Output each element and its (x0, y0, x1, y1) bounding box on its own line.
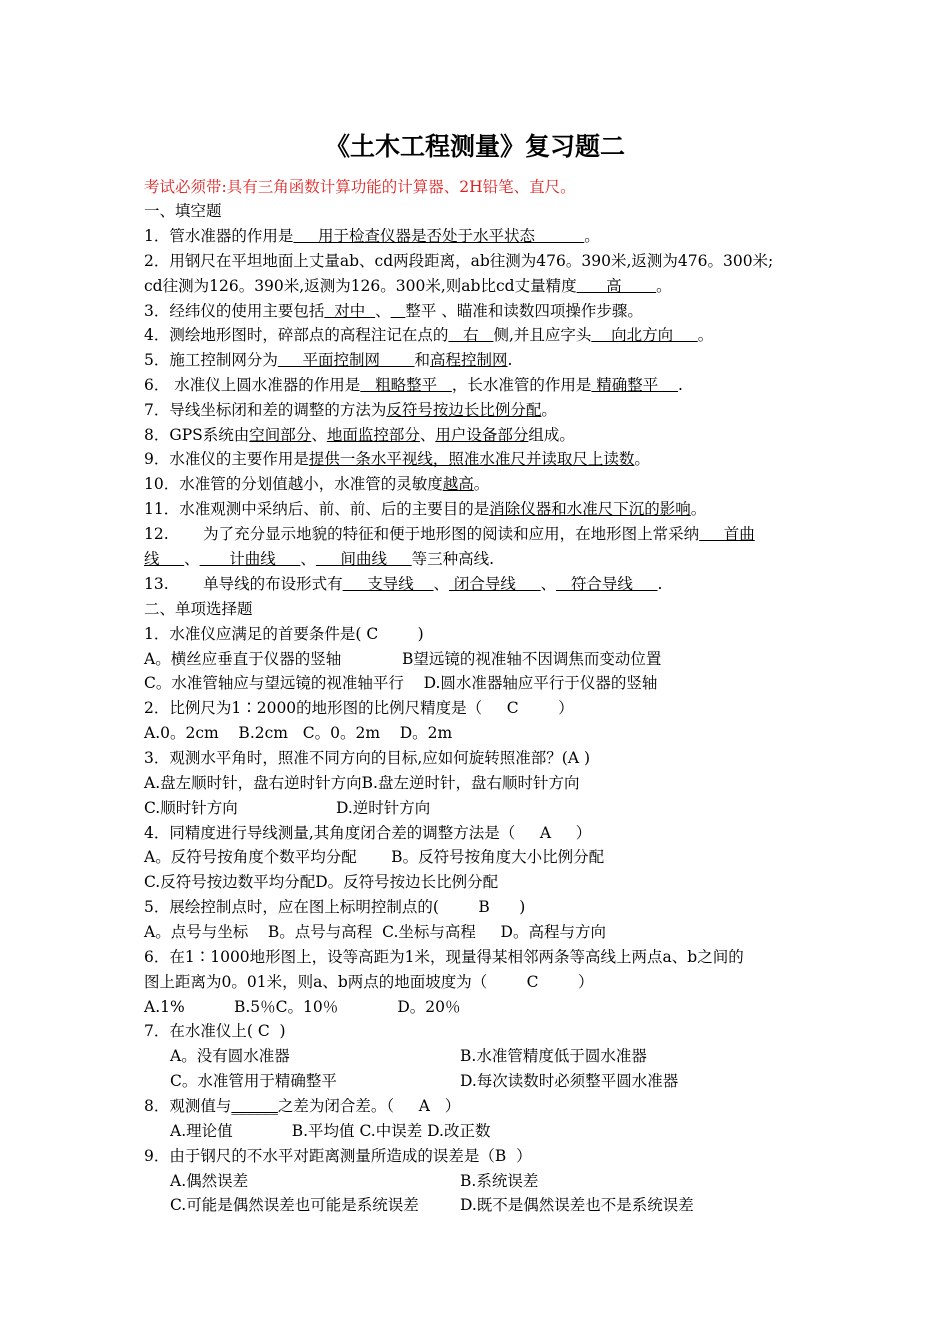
answer-blank: 提供一条水平视线，照准水准尺并读取尺上读数 (308, 450, 635, 468)
choice-question-7-options-ab: A。没有圆水准器 B.水准管精度低于圆水准器 (170, 1047, 647, 1065)
fill-question-5: 5．施工控制网分为 平面控制网 和高程控制网. (144, 351, 513, 369)
answer-blank: 首曲 (699, 525, 755, 543)
choice-question-1: 1．水准仪应满足的首要条件是( C ) (144, 625, 424, 643)
choice-question-9-options-cd: C.可能是偶然误差也可能是系统误差 D.既不是偶然误差也不是系统误差 (170, 1196, 694, 1214)
answer-blank: 平面控制网 (277, 351, 415, 369)
fill-question-8: 8．GPS系统由空间部分、地面监控部分、用户设备部分组成。 (144, 426, 575, 444)
answer-blank: 粗略整平 (360, 376, 452, 394)
fill-question-13: 13. 单导线的布设形式有 支导线 、 闭合导线 、 符合导线 . (144, 575, 663, 593)
answer-blank: 精确整平 (591, 376, 679, 394)
answer-blank: 高 (576, 277, 657, 295)
document-title: 《土木工程测量》复习题二 (324, 132, 625, 161)
answer-blank: 地面监控部分 (326, 426, 420, 444)
answer-blank: 支导线 (342, 575, 434, 593)
fill-question-10: 10．水准管的分划值越小，水准管的灵敏度越高。 (144, 475, 490, 493)
answer-blank (391, 302, 406, 320)
choice-question-8-options: A.理论值 B.平均值 C.中误差 D.改正数 (170, 1122, 491, 1140)
choice-question-6: 6．在1∶1000地形图上，设等高距为1米，现量得某相邻两条等高线上两点a、b之间的 (144, 948, 744, 966)
answer-blank: 间曲线 (315, 550, 412, 568)
answer-blank: 右 (448, 326, 494, 344)
answer-blank: 向北方向 (591, 326, 698, 344)
fill-question-11: 11．水准观测中采纳后、前、前、后的主要目的是消除仪器和水准尺下沉的影响。 (144, 500, 707, 518)
answer-blank: ______ (231, 1097, 278, 1115)
answer-blank: 符合导线 (556, 575, 658, 593)
fill-question-12-cont: 线 、 计曲线 、 间曲线 等三种高线. (144, 550, 495, 568)
choice-question-1-options: A。横丝应垂直于仪器的竖轴 B望远镜的视准轴不因调焦而变动位置 (144, 650, 662, 668)
fill-question-7: 7．导线坐标闭和差的调整的方法为反符号按边长比例分配。 (144, 401, 557, 419)
fill-question-1: 1．管水准器的作用是 用于检查仪器是否处于水平状态 。 (144, 227, 600, 245)
fill-question-4: 4．测绘地形图时，碎部点的高程注记在点的 右 侧,并且应字头 向北方向 。 (144, 326, 714, 344)
fill-question-9: 9．水准仪的主要作用是提供一条水平视线，照准水准尺并读取尺上读数。 (144, 450, 650, 468)
choice-question-3: 3．观测水平角时，照准不同方向的目标,应如何旋转照准部？(A ) (144, 749, 591, 767)
choice-question-5-options: A。点号与坐标 B。点号与高程 C.坐标与高程 D。高程与方向 (144, 923, 606, 941)
choice-question-7-options-cd: C。水准管用于精确整平 D.每次读数时必须整平圆水准器 (170, 1072, 679, 1090)
choice-question-8: 8．观测值与______之差为闭合差。（ A ） (144, 1097, 461, 1115)
choice-question-5: 5．展绘控制点时，应在图上标明控制点的( B ) (144, 898, 526, 916)
choice-question-2: 2．比例尺为1∶2000的地形图的比例尺精度是（ C ） (144, 699, 574, 717)
choice-question-9-options-ab: A.偶然误差 B.系统误差 (170, 1172, 539, 1190)
fill-question-3: 3．经纬仪的使用主要包括 对中 、 整平 、瞄准和读数四项操作步骤。 (144, 302, 643, 320)
choice-question-6-options: A.1% B.5％C。10％ D。20％ (144, 998, 461, 1016)
answer-blank: 空间部分 (249, 426, 312, 444)
answer-blank: 闭合导线 (449, 575, 541, 593)
fill-question-2-cont: cd往测为126。390米,返测为126。300米,则ab比cd丈量精度 高 。 (144, 277, 672, 295)
exam-notice: 考试必须带:具有三角函数计算功能的计算器、2H铅笔、直尺。 (144, 178, 576, 196)
section-choice-heading: 二、单项选择题 (144, 600, 253, 618)
answer-blank: 用于检查仪器是否处于水平状态 (293, 227, 585, 245)
answer-blank: 反符号按边长比例分配 (386, 401, 542, 419)
answer-blank: 对中 (324, 302, 376, 320)
fill-question-6: 6． 水准仪上圆水准器的作用是 粗略整平 ，长水准管的作用是 精确整平 . (144, 376, 683, 394)
answer-blank: 高程控制网 (430, 351, 508, 369)
answer-blank: 越高 (442, 475, 474, 493)
choice-question-4: 4．同精度进行导线测量,其角度闭合差的调整方法是（ A ） (144, 824, 592, 842)
choice-question-3-options-cd: C.顺时针方向 D.逆时针方向 (144, 799, 431, 817)
choice-question-6-cont: 图上距离为0。01米，则a、b两点的地面坡度为（ C ） (144, 973, 594, 991)
choice-question-1-options-cd: C。水准管轴应与望远镜的视准轴平行 D.圆水准器轴应平行于仪器的竖轴 (144, 674, 658, 692)
section-fill-heading: 一、填空题 (144, 202, 222, 220)
choice-question-9: 9．由于钢尺的不水平对距离测量所造成的误差是（B ） (144, 1147, 532, 1165)
choice-question-7: 7．在水准仪上( C ) (144, 1022, 286, 1040)
choice-question-3-options-ab: A.盘左顺时针，盘右逆时针方向B.盘左逆时针，盘右顺时针方向 (144, 774, 580, 792)
fill-question-2: 2．用钢尺在平坦地面上丈量ab、cd两段距离，ab往测为476。390米,返测为476。300米; (144, 252, 774, 270)
answer-blank: 消除仪器和水准尺下沉的影响 (489, 500, 691, 518)
answer-blank: 用户设备部分 (435, 426, 529, 444)
choice-question-4-options-cd: C.反符号按边数平均分配D。反符号按边长比例分配 (144, 873, 499, 891)
fill-question-12: 12. 为了充分显示地貌的特征和便于地形图的阅读和应用，在地形图上常采纳 首曲 (144, 525, 755, 543)
answer-blank: 线 (144, 550, 185, 568)
choice-question-2-options: A.0。2cm B.2cm C。0。2m D。2m (144, 724, 453, 742)
choice-question-4-options-ab: A。反符号按角度个数平均分配 B。反符号按角度大小比例分配 (144, 848, 605, 866)
answer-blank: 计曲线 (199, 550, 301, 568)
